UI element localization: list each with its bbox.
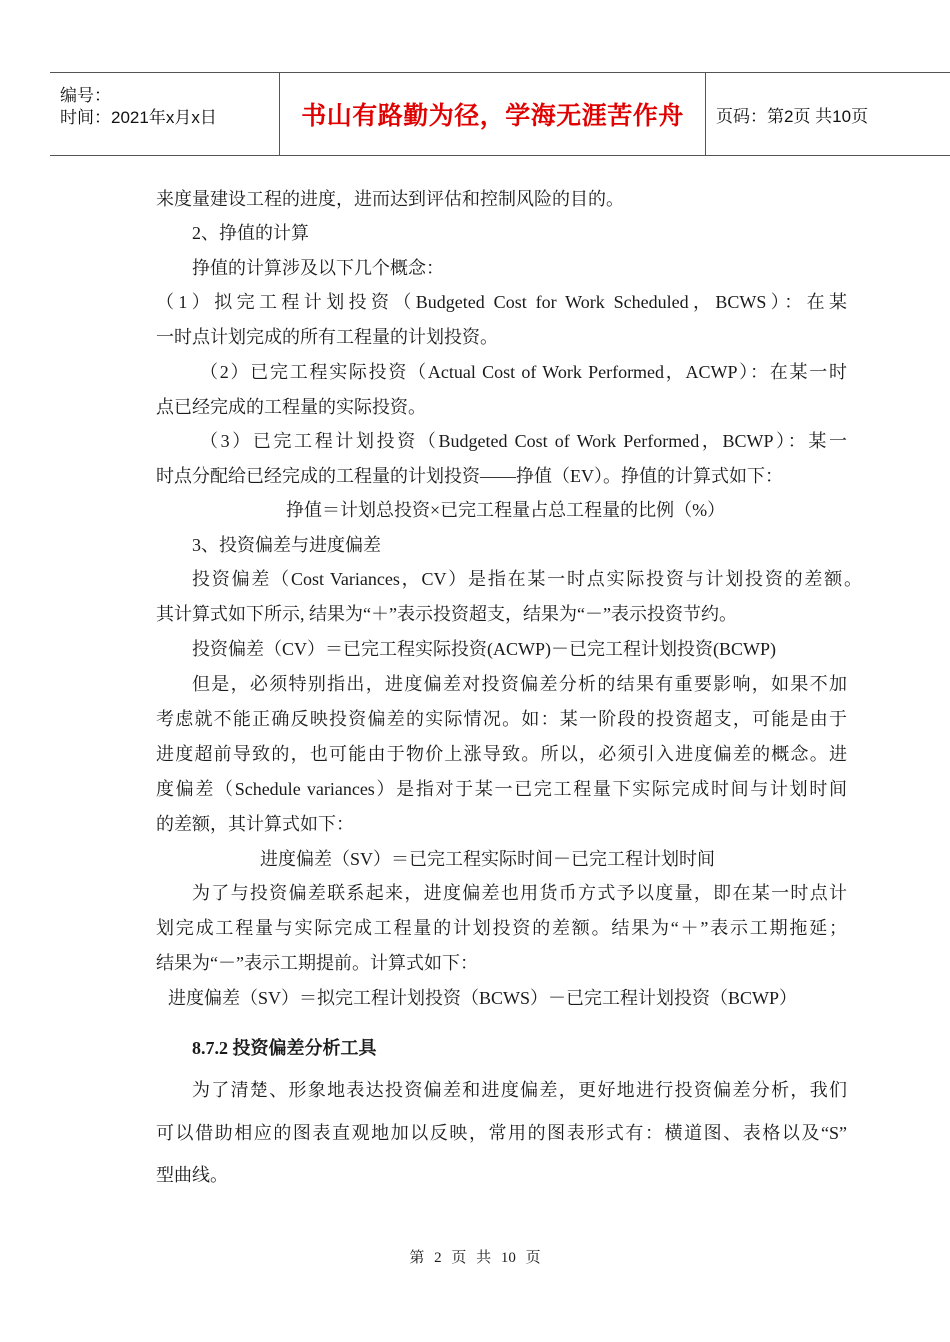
paragraph-line: 为了清楚、形象地表达投资偏差和进度偏差，更好地进行投资偏差分析，我们 <box>192 1080 847 1100</box>
formula-line: 投资偏差（CV）＝已完工程实际投资(ACWP)－已完工程计划投资(BCWP) <box>192 639 776 659</box>
paragraph-line: 一时点计划完成的所有工程量的计划投资。 <box>156 327 498 347</box>
paragraph-line: 挣值的计算涉及以下几个概念： <box>192 258 444 278</box>
paragraph-line: 为了与投资偏差联系起来，进度偏差也用货币方式予以度量，即在某一时点计 <box>192 883 847 903</box>
number-label: 编号： <box>60 86 111 105</box>
subsection-heading: 8.7.2 投资偏差分析工具 <box>192 1038 377 1058</box>
section-title: 3、投资偏差与进度偏差 <box>192 535 381 555</box>
paragraph-line: （1）拟完工程计划投资（Budgeted Cost for Work Scheduled，BCWS）：在某 <box>156 292 847 312</box>
page-footer: 第 2 页 共 10 页 <box>409 1250 541 1266</box>
paragraph-line: （2）已完工程实际投资（Actual Cost of Work Performed，ACWP）：在某一时 <box>200 362 847 382</box>
paragraph-line: 但是，必须特别指出，进度偏差对投资偏差分析的结果有重要影响，如果不加 <box>192 674 847 694</box>
paragraph-line: 结果为“－”表示工期提前。计算式如下： <box>156 953 478 973</box>
paragraph-line: 度偏差（Schedule variances）是指对于某一已完工程量下实际完成时间与计划时间 <box>156 779 847 799</box>
page-header <box>50 72 950 156</box>
page-number-label: 页码：第2页 共10页 <box>716 106 869 126</box>
paragraph-line: 其计算式如下所示, 结果为“＋”表示投资超支，结果为“－”表示投资节约。 <box>156 604 737 624</box>
paragraph-line: 划完成工程量与实际完成工程量的计划投资的差额。结果为“＋”表示工期拖延； <box>156 918 847 938</box>
header-info-cell <box>50 73 280 155</box>
paragraph-line: （3）已完工程计划投资（Budgeted Cost of Work Performed，BCWP）：某一 <box>200 431 847 451</box>
paragraph-line: 进度超前导致的，也可能由于物价上涨导致。所以，必须引入进度偏差的概念。进 <box>156 744 847 764</box>
header-motto-cell <box>280 73 706 155</box>
section-title: 2、挣值的计算 <box>192 223 309 243</box>
paragraph-line: 时点分配给已经完成的工程量的计划投资——挣值（EV）。挣值的计算式如下： <box>156 466 783 486</box>
formula-line: 挣值＝计划总投资×已完工程量占总工程量的比例（%） <box>286 500 726 520</box>
formula-line: 进度偏差（SV）＝已完工程实际时间－已完工程计划时间 <box>260 849 716 869</box>
paragraph-line: 考虑就不能正确反映投资偏差的实际情况。如：某一阶段的投资超支，可能是由于 <box>156 709 847 729</box>
paragraph-line: 型曲线。 <box>156 1165 228 1185</box>
paragraph-line: 来度量建设工程的进度，进而达到评估和控制风险的目的。 <box>156 189 624 209</box>
header-page-cell <box>706 73 950 155</box>
paragraph-line: 投资偏差（Cost Variances，CV）是指在某一时点实际投资与计划投资的差额。 <box>192 569 862 589</box>
paragraph-line: 可以借助相应的图表直观地加以反映，常用的图表形式有：横道图、表格以及“S” <box>156 1123 847 1143</box>
paragraph-line: 点已经完成的工程量的实际投资。 <box>156 397 426 417</box>
formula-line: 进度偏差（SV）＝拟完工程计划投资（BCWS）－已完工程计划投资（BCWP） <box>168 988 798 1008</box>
time-label: 时间：2021年x月x日 <box>60 108 217 127</box>
paragraph-line: 的差额，其计算式如下： <box>156 814 354 834</box>
motto-text: 书山有路勤为径，学海无涯苦作舟 <box>301 101 684 130</box>
